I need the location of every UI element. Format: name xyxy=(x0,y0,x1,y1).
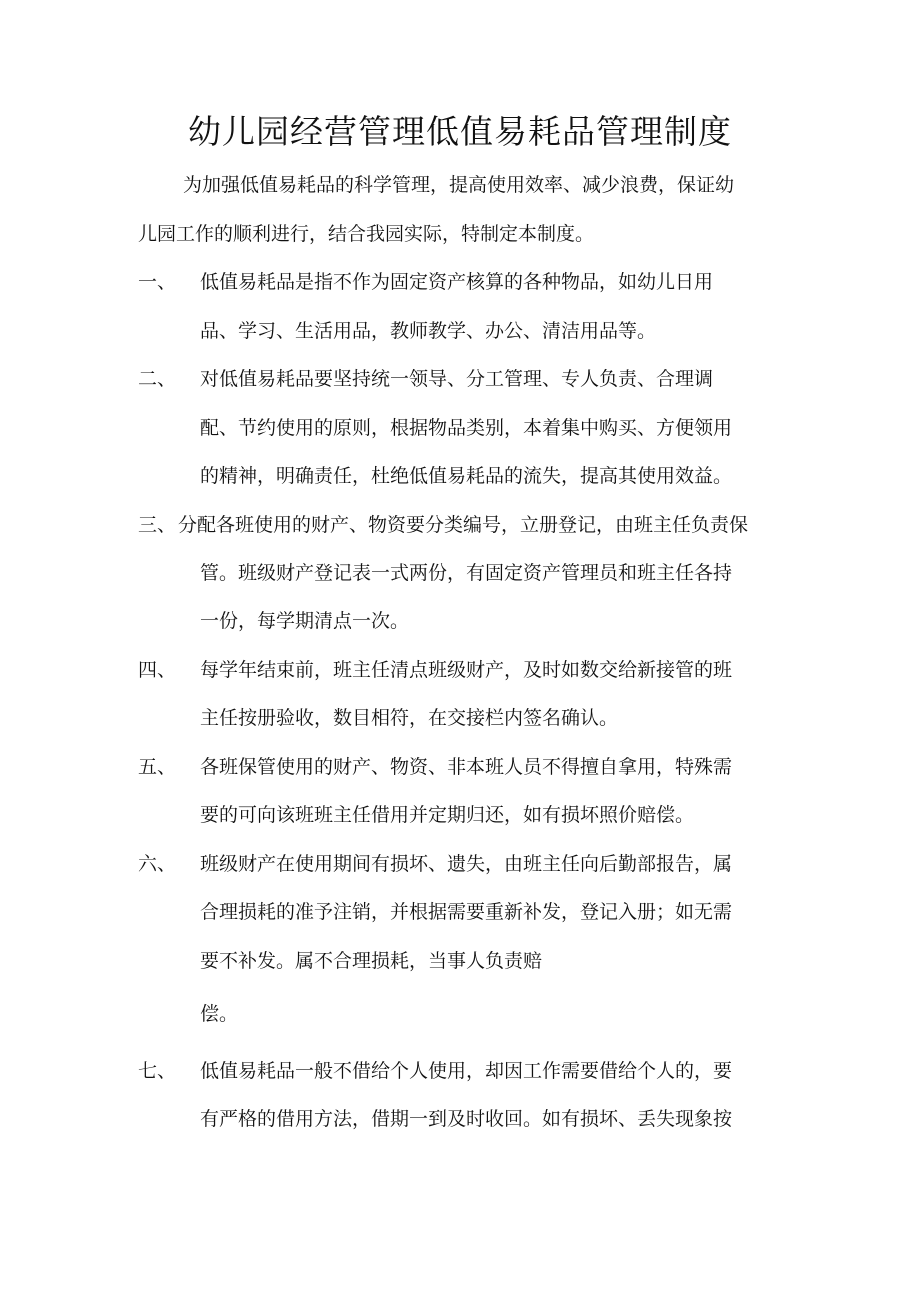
item-4-line-2: 主任按册验收，数目相符，在交接栏内签名确认。 xyxy=(200,707,619,729)
item-3-line-2: 管。班级财产登记表一式两份，有固定资产管理员和班主任各持 xyxy=(200,562,733,584)
item-6-line-2: 合理损耗的准予注销，并根据需要重新补发，登记入册；如无需 xyxy=(200,901,733,923)
item-number-5: 五、 xyxy=(138,756,177,778)
item-6-line-4: 偿。 xyxy=(200,1003,239,1025)
item-6-line-3: 要不补发。属不合理损耗，当事人负责赔 xyxy=(200,950,543,972)
item-5-line-2: 要的可向该班班主任借用并定期归还，如有损坏照价赔偿。 xyxy=(200,804,695,826)
item-1-line-2: 品、学习、生活用品，教师教学、办公、清洁用品等。 xyxy=(200,320,657,342)
item-3-line-1: 分配各班使用的财产、物资要分类编号，立册登记，由班主任负责保 xyxy=(178,514,749,536)
item-number-6: 六、 xyxy=(138,853,177,875)
item-1-line-1: 低值易耗品是指不作为固定资产核算的各种物品，如幼儿日用 xyxy=(200,271,714,293)
item-7-line-1: 低值易耗品一般不借给个人使用，却因工作需要借给个人的，要 xyxy=(200,1060,733,1082)
item-6-line-1: 班级财产在使用期间有损坏、遗失，由班主任向后勤部报告，属 xyxy=(200,853,733,875)
item-2-line-3: 的精神，明确责任，杜绝低值易耗品的流失，提高其使用效益。 xyxy=(200,465,733,487)
item-number-2: 二、 xyxy=(138,368,177,390)
item-4-line-1: 每学年结束前，班主任清点班级财产，及时如数交给新接管的班 xyxy=(200,659,733,681)
item-5-line-1: 各班保管使用的财产、物资、非本班人员不得擅自拿用，特殊需 xyxy=(200,756,733,778)
item-3-line-3: 一份，每学期清点一次。 xyxy=(200,610,410,632)
item-number-7: 七、 xyxy=(138,1060,177,1082)
item-number-1: 一、 xyxy=(138,271,177,293)
item-number-3: 三、 xyxy=(138,514,177,536)
item-7-line-2: 有严格的借用方法，借期一到及时收回。如有损坏、丢失现象按 xyxy=(200,1108,733,1130)
item-number-4: 四、 xyxy=(138,659,177,681)
item-2-line-1: 对低值易耗品要坚持统一领导、分工管理、专人负责、合理调 xyxy=(200,368,714,390)
document-title: 幼儿园经营管理低值易耗品管理制度 xyxy=(188,112,732,151)
item-2-line-2: 配、节约使用的原则，根据物品类别，本着集中购买、方便领用 xyxy=(200,417,733,439)
intro-line-1: 为加强低值易耗品的科学管理，提高使用效率、减少浪费，保证幼 xyxy=(183,174,735,196)
intro-line-2: 儿园工作的顺利进行，结合我园实际，特制定本制度。 xyxy=(138,223,595,245)
